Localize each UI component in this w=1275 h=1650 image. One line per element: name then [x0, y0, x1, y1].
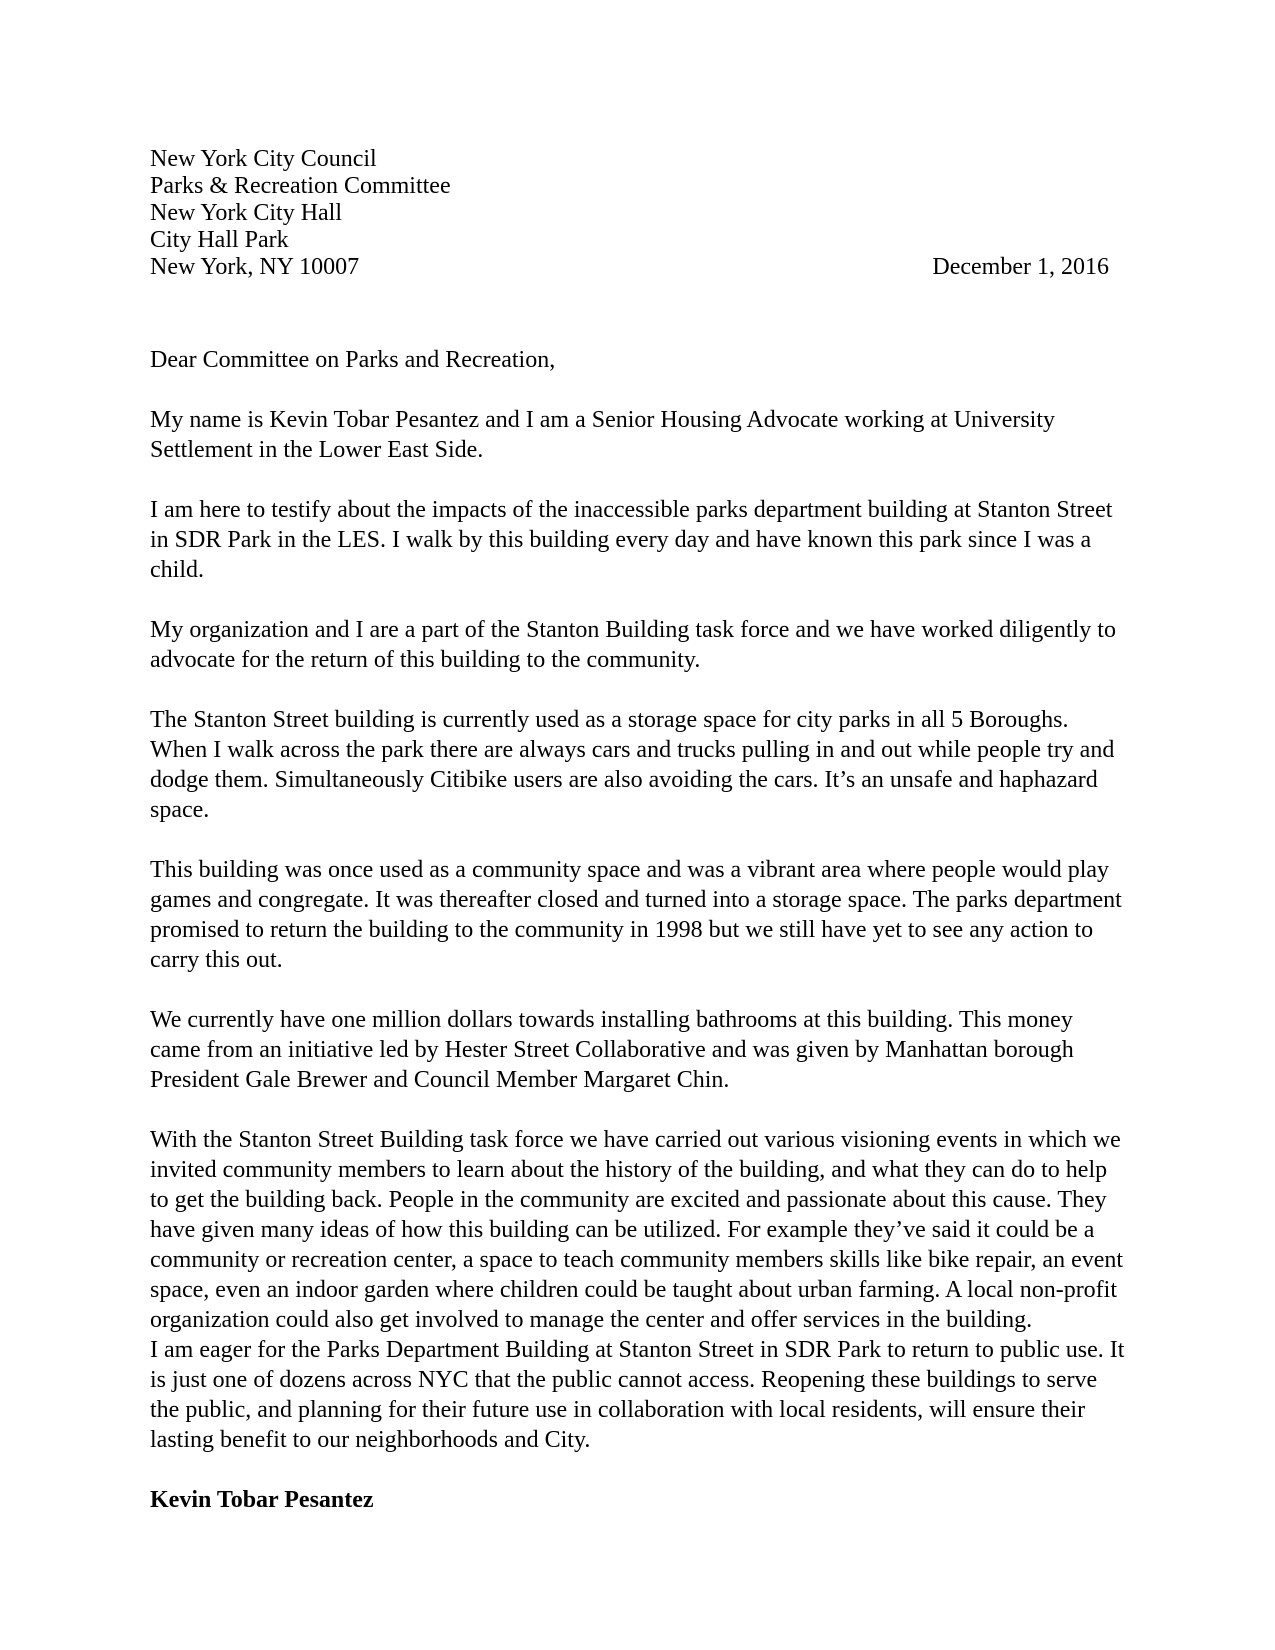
recipient-line-5: New York, NY 10007 [150, 254, 360, 280]
recipient-address-block [150, 146, 1125, 281]
paragraph-storage-space: The Stanton Street building is currently used as a storage space for city parks in all 5 Boroughs. When I walk across the park there are always cars and trucks pulling in and out while people try and dodge them. Simultaneously Citibike users are also avoiding the cars. It’s an unsafe and haphazard space. [150, 707, 1115, 823]
paragraph-funding: We currently have one million dollars towards installing bathrooms at this building. This money came from an initiative led by Hester Street Collaborative and was given by Manhattan borough President Gale Brewer and Council Member Margaret Chin. [150, 1007, 1074, 1093]
salutation: Dear Committee on Parks and Recreation, [150, 347, 556, 373]
paragraph-intro: My name is Kevin Tobar Pesantez and I am a Senior Housing Advocate working at University Settlement in the Lower East Side. [150, 407, 1056, 463]
paragraph-testify: I am here to testify about the impacts of the inaccessible parks department building at Stanton Street in SDR Park in the LES. I walk by this building every day and have known this park since I was a child. [150, 497, 1113, 583]
paragraph-visioning-events: With the Stanton Street Building task force we have carried out various visioning events in which we invited community members to learn about the history of the building, and what they can do to help to get the building back. People in the community are excited and passionate about this cause. They have given many ideas of how this building can be utilized. For example they’ve said it could be a community or recreation center, a space to teach community members skills like bike repair, an event space, even an indoor garden where children could be taught about urban farming. A local non-profit organization could also get involved to manage the center and offer services in the building. [150, 1127, 1124, 1333]
paragraph-task-force: My organization and I are a part of the Stanton Building task force and we have worked diligently to advocate for the return of this building to the community. [150, 617, 1116, 673]
address-date-row [150, 254, 1125, 281]
recipient-line-4: City Hall Park [150, 227, 289, 253]
paragraph-history: This building was once used as a community space and was a vibrant area where people would play games and congregate. It was thereafter closed and turned into a storage space. The parks department promised to return the building to the community in 1998 but we still have yet to see any action to carry this out. [150, 857, 1122, 973]
recipient-line-1: New York City Council [150, 146, 377, 172]
recipient-line-3: New York City Hall [150, 200, 343, 226]
letter-date: December 1, 2016 [932, 254, 1109, 280]
signature-name: Kevin Tobar Pesantez [150, 1487, 374, 1513]
paragraph-closing: I am eager for the Parks Department Building at Stanton Street in SDR Park to return to public use. It is just one of dozens across NYC that the public cannot access. Reopening these buildings to serve the public, and planning for their future use in collaboration with local residents, will ensure their lasting benefit to our neighborhoods and City. [150, 1337, 1125, 1453]
recipient-line-2: Parks & Recreation Committee [150, 173, 451, 199]
